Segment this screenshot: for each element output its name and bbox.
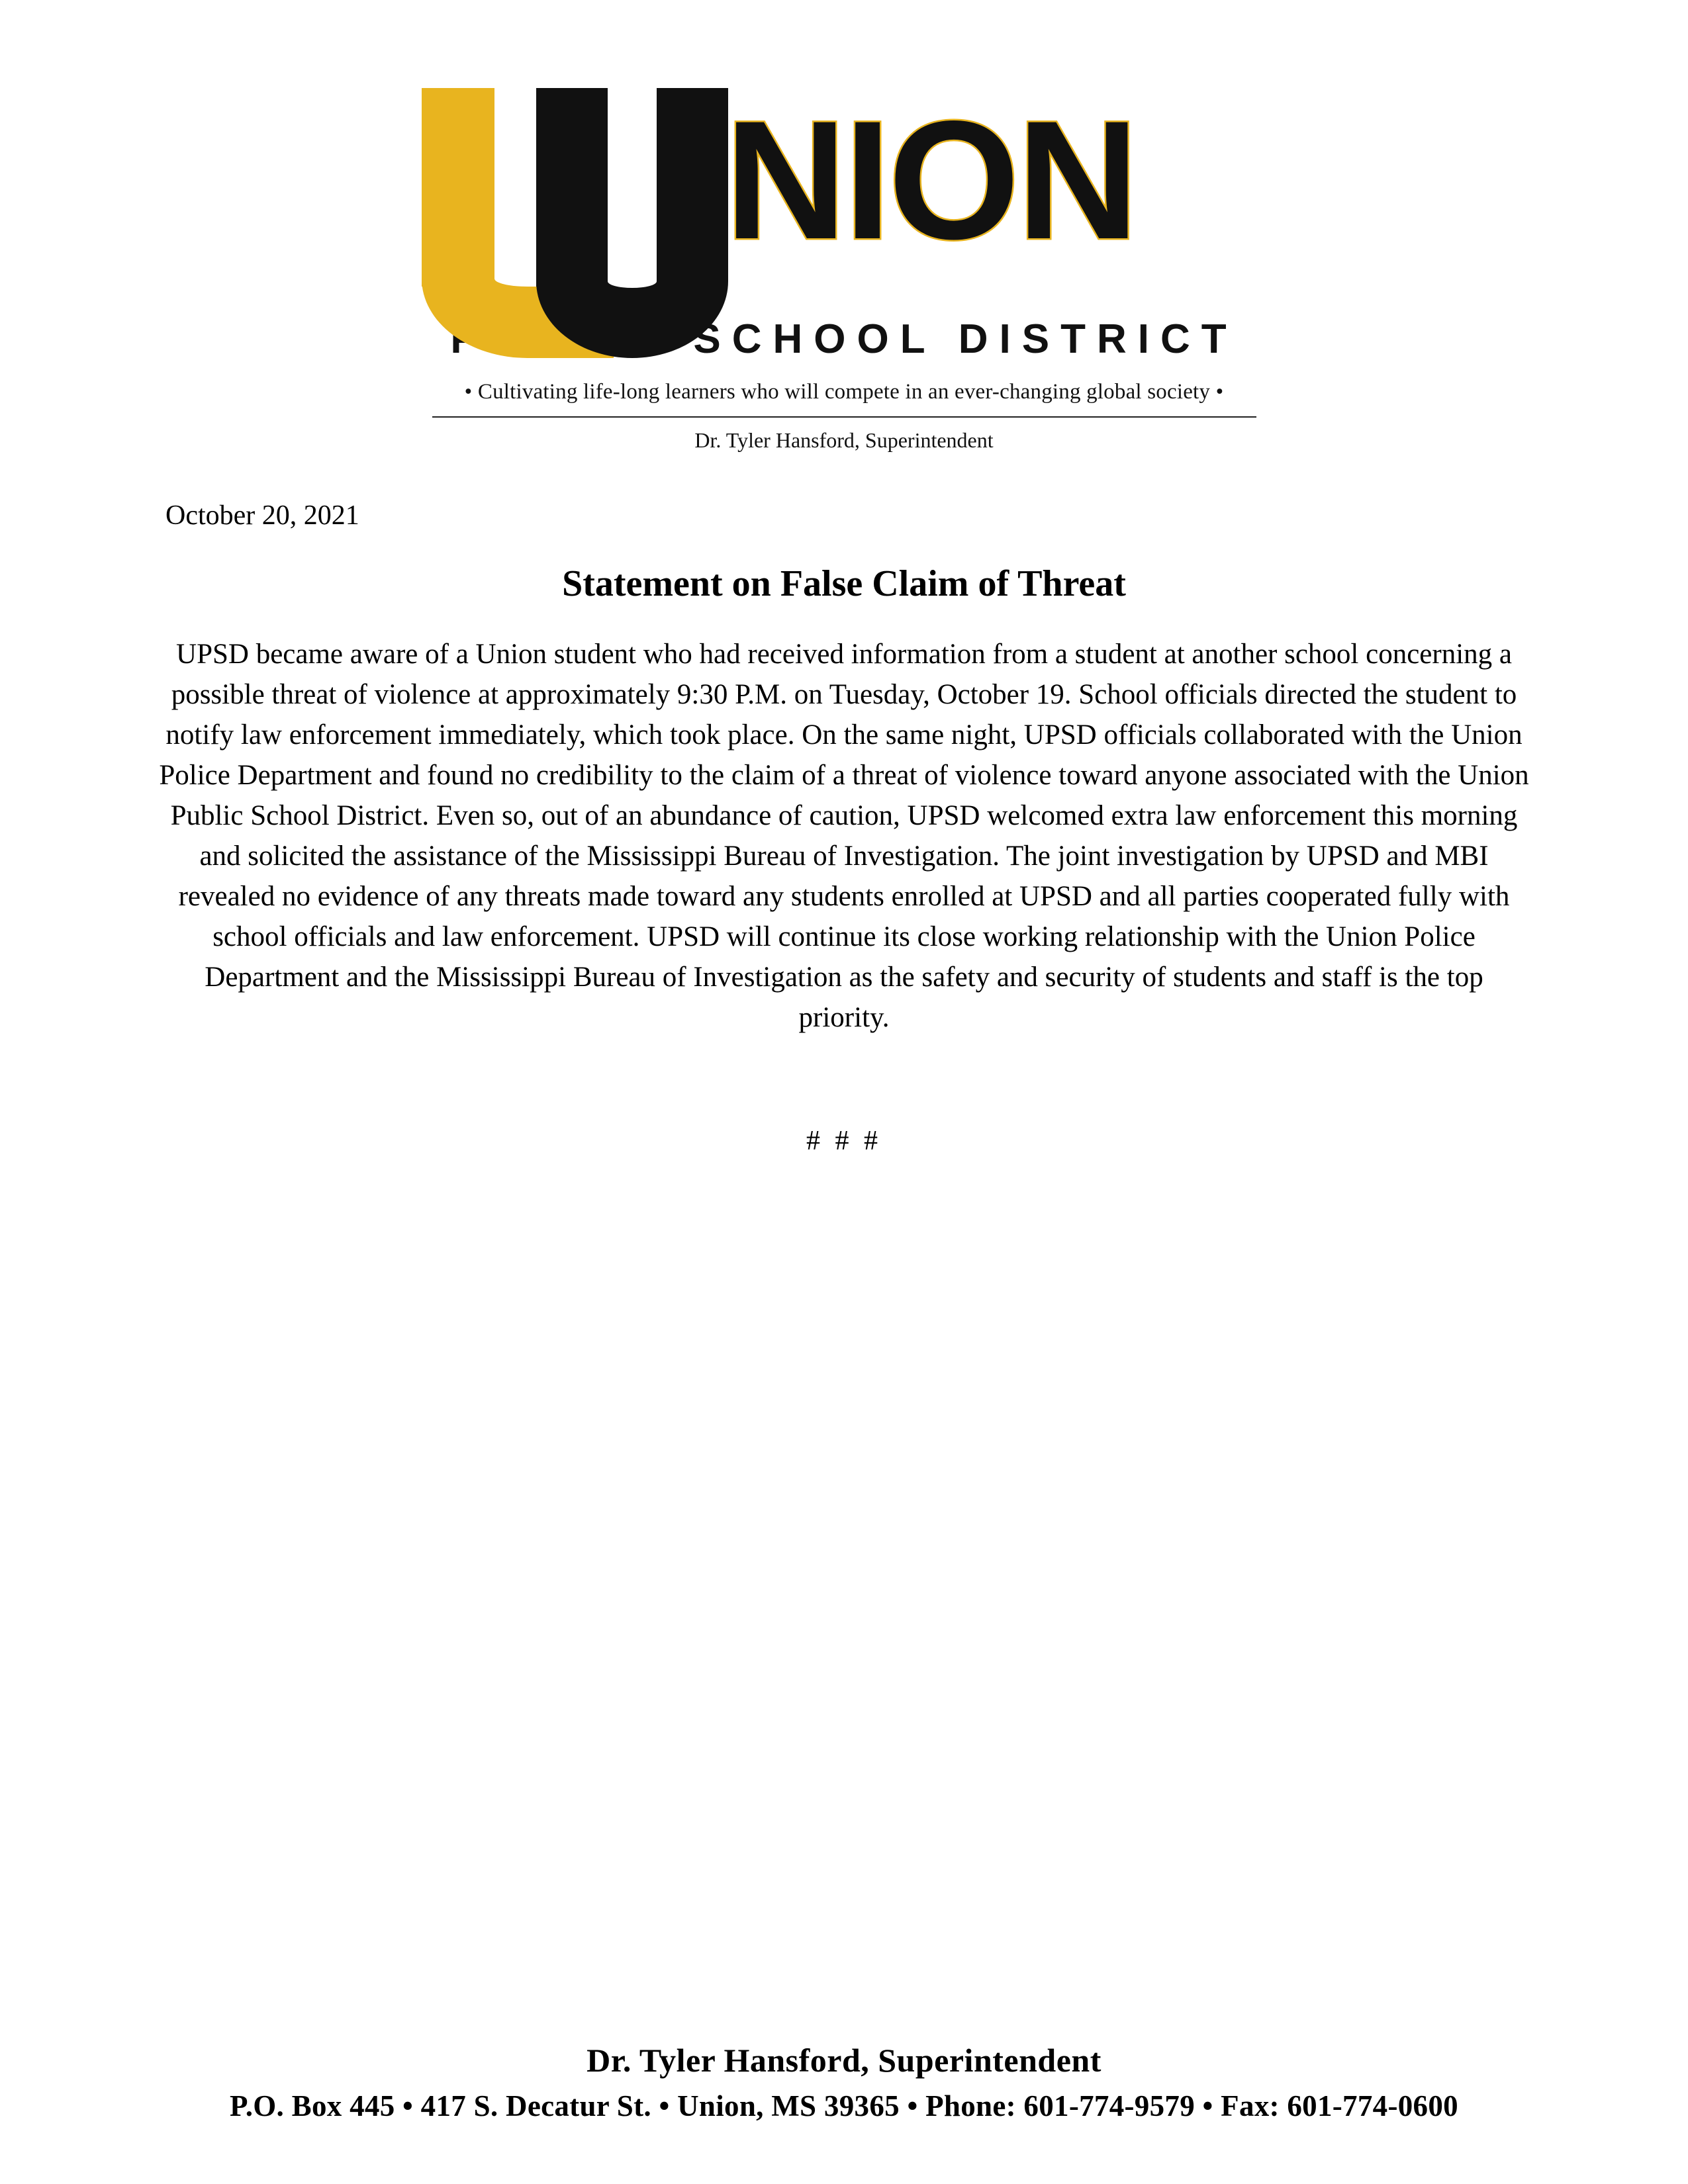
letterhead-divider [432, 416, 1256, 418]
document-date: October 20, 2021 [165, 500, 359, 531]
page-footer [0, 2041, 1688, 2123]
letterhead-superintendent: Dr. Tyler Hansford, Superintendent [694, 428, 994, 452]
district-logo [414, 69, 1274, 334]
black-u-icon [536, 88, 728, 340]
logo-district-line: PUBLIC SCHOOL DISTRICT [450, 316, 1238, 362]
page-title: Statement on False Claim of Threat [562, 563, 1126, 604]
logo-nion-text: NION [725, 86, 1137, 275]
letterhead [0, 0, 1688, 453]
statement-paragraph: UPSD became aware of a Union student who had received information from a student at another school concerning a possible threat of violence at approximately 9:30 P.M. on Tuesday, October 19. School officials directed the student to notify law enforcement immediately, which took place. On the same night, UPSD officials collaborated with the Union Police Department and found no credibility to the claim of a threat of violence toward anyone associated with the Union Public School District. Even so, out of an abundance of caution, UPSD welcomed extra law enforcement this morning and solicited the assistance of the Mississippi Bureau of Investigation. The joint investigation by UPSD and MBI revealed no evidence of any threats made toward any students enrolled at UPSD and all parties cooperated fully with school officials and law enforcement. UPSD will continue its close working relationship with the Union Police Department and the Mississippi Bureau of Investigation as the safety and security of students and staff is the top priority. [159, 639, 1529, 1033]
footer-contact-info: P.O. Box 445 • 417 S. Decatur St. • Union, MS 39365 • Phone: 601-774-9579 • Fax: 601-774-0600 [230, 2089, 1458, 2122]
footer-superintendent: Dr. Tyler Hansford, Superintendent [586, 2042, 1102, 2079]
logo-union-wordmark [414, 69, 1274, 328]
end-of-release-mark: # # # [806, 1126, 882, 1156]
district-tagline: • Cultivating life-long learners who will compete in an ever-changing global society • [464, 380, 1224, 404]
document-body [159, 453, 1529, 1157]
